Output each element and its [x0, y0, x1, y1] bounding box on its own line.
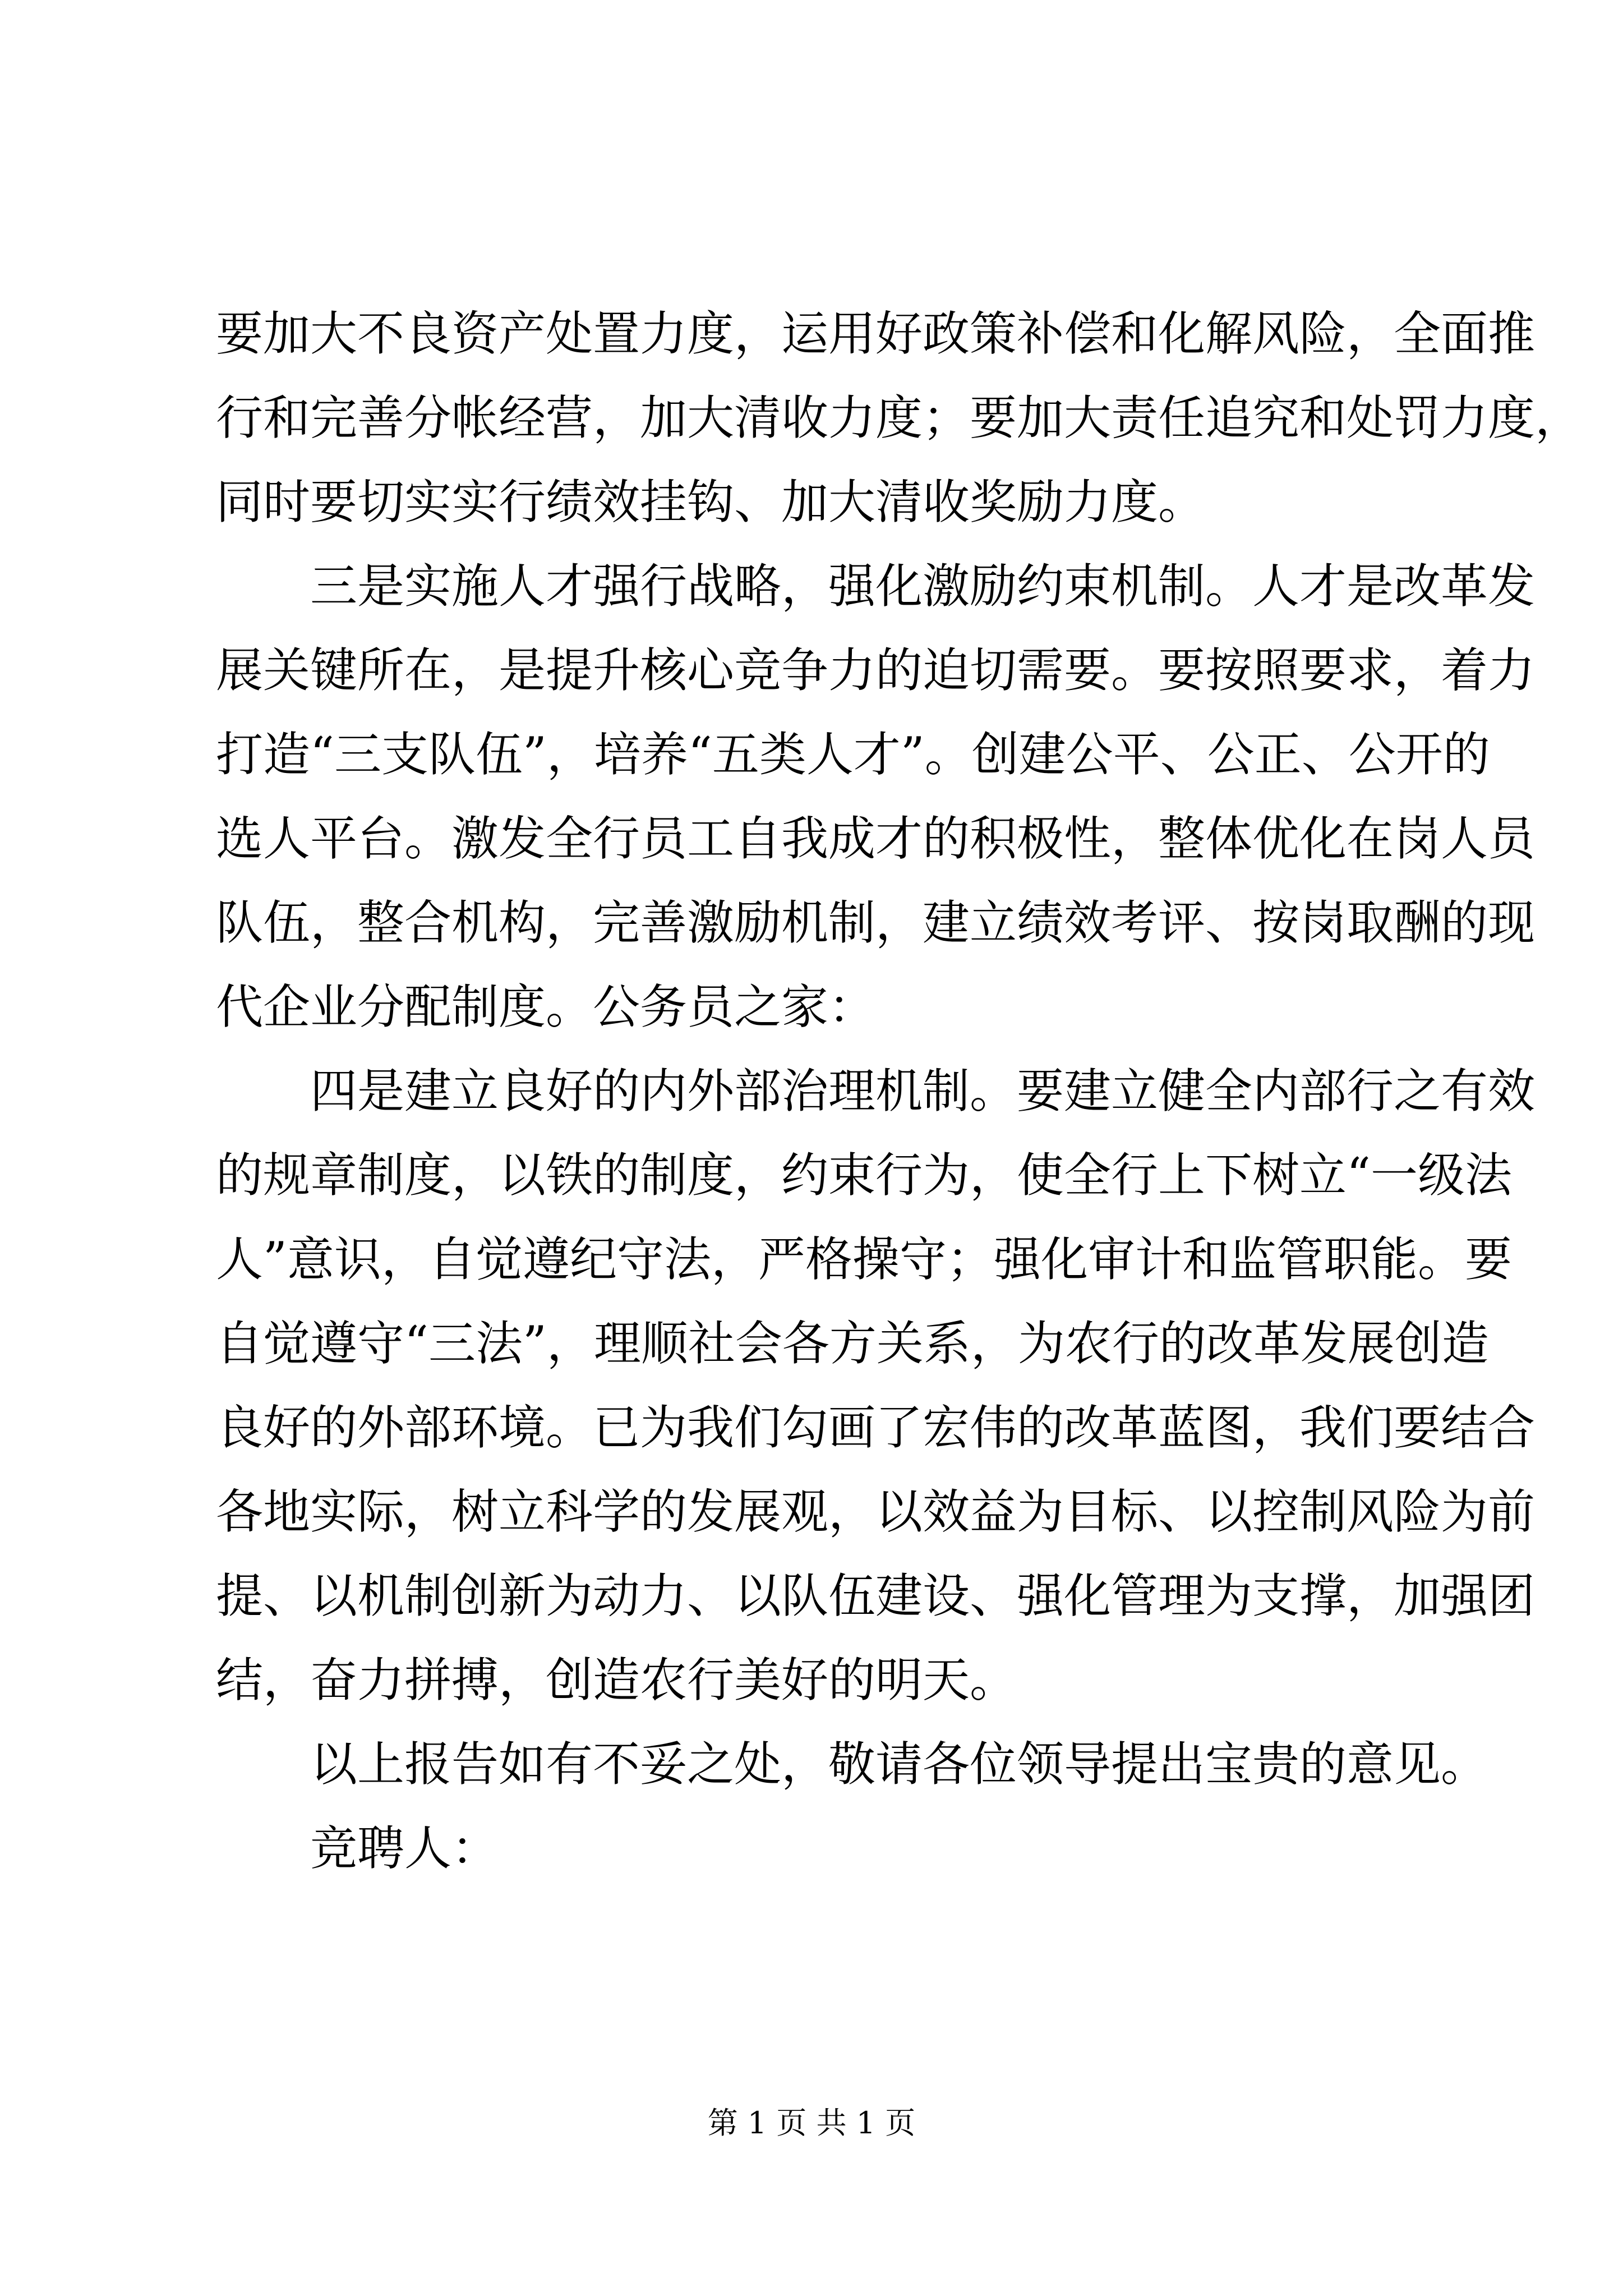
- text-line: 要加大不良资产处置力度，运用好政策补偿和化解风险，全面推: [216, 306, 1536, 361]
- text-line: 人”意识，自觉遵纪守法，严格操守；强化审计和监管职能。要: [216, 1232, 1512, 1287]
- text-line: 队伍，整合机构，完善激励机制，建立绩效考评、按岗取酬的现: [216, 895, 1536, 950]
- text-line: 三是实施人才强行战略，强化激励约束机制。人才是改革发: [310, 559, 1536, 614]
- text-line: 打造“三支队伍”，培养“五类人才”。创建公平、公正、公开的: [216, 727, 1490, 782]
- document-body: [216, 292, 1583, 1890]
- text-line: 自觉遵守“三法”，理顺社会各方关系，为农行的改革发展创造: [216, 1316, 1489, 1371]
- text-line: 展关键所在，是提升核心竞争力的迫切需要。要按照要求，着力: [216, 643, 1536, 698]
- text-line: 选人平台。激发全行员工自我成才的积极性，整体优化在岗人员: [216, 811, 1536, 866]
- signature-label: 竞聘人：: [310, 1821, 499, 1876]
- text-line: 结，奋力拼搏，创造农行美好的明天。: [216, 1653, 1017, 1708]
- text-line: 各地实际，树立科学的发展观，以效益为目标、以控制风险为前: [216, 1484, 1536, 1539]
- text-line: 同时要切实实行绩效挂钩、加大清收奖励力度。: [216, 475, 1206, 530]
- page-footer: [0, 2101, 1623, 2146]
- text-line: 代企业分配制度。公务员之家：: [216, 979, 876, 1034]
- text-line: 的规章制度，以铁的制度，约束行为，使全行上下树立“一级法: [216, 1148, 1512, 1203]
- text-line: 良好的外部环境。已为我们勾画了宏伟的改革蓝图，我们要结合: [216, 1400, 1536, 1455]
- text-line: 提、以机制创新为动力、以队伍建设、强化管理为支撑，加强团: [216, 1568, 1536, 1623]
- text-line: 行和完善分帐经营，加大清收力度；要加大责任追究和处罚力度，: [216, 390, 1583, 445]
- page-number: 第 1 页 共 1 页: [707, 2105, 916, 2141]
- text-line: 以上报告如有不妥之处，敬请各位领导提出宝贵的意见。: [310, 1737, 1488, 1792]
- text-line: 四是建立良好的内外部治理机制。要建立健全内部行之有效: [310, 1064, 1536, 1119]
